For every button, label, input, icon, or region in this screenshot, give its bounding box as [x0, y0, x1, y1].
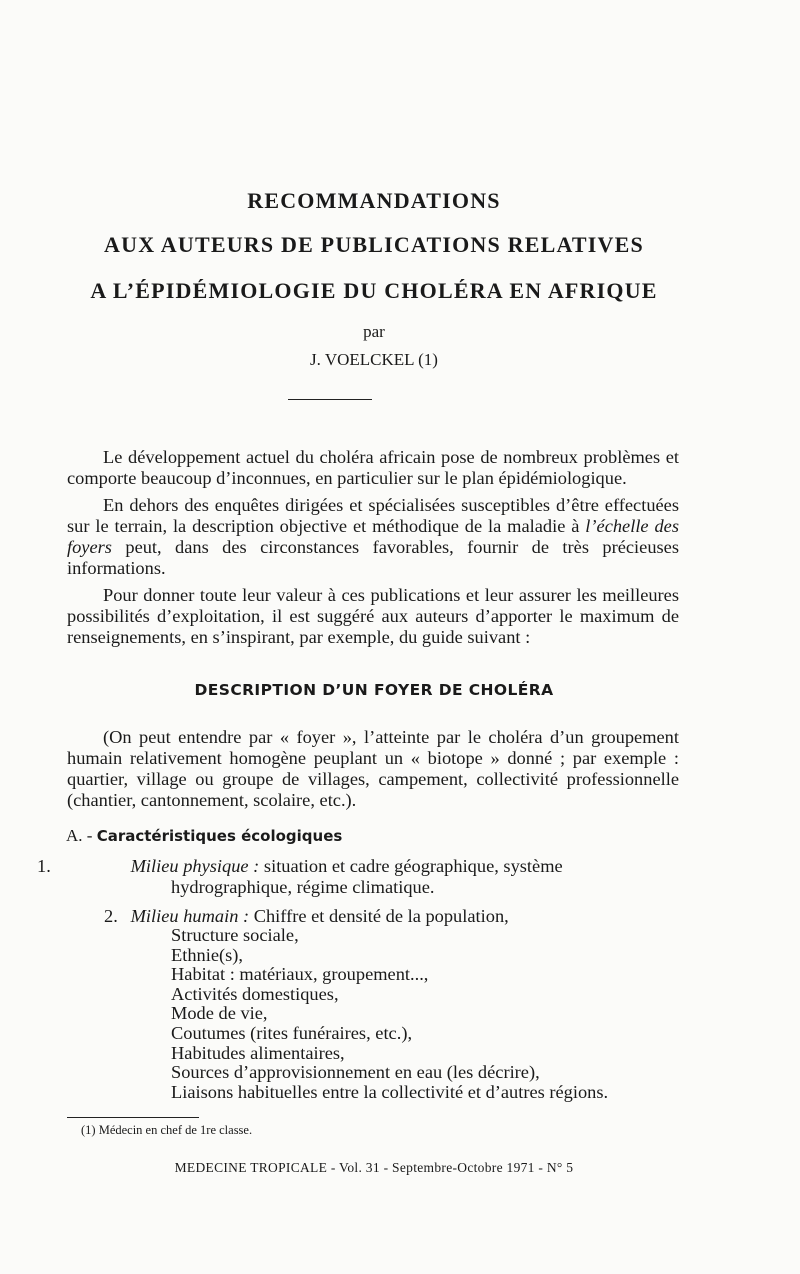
title-divider [288, 399, 372, 400]
footnote: (1) Médecin en chef de 1re classe. [81, 1123, 253, 1137]
intro-p2-italic: l’échelle des foyers [67, 516, 679, 557]
intro-text [67, 447, 679, 654]
list-line: Coutumes (rites funéraires, etc.), [171, 1022, 413, 1043]
list-line: Activités domestiques, [171, 983, 339, 1004]
intro-p2-end: peut, dans des circonstances favorables, fournir de très précieuses informations. [67, 537, 679, 578]
byline-par: par [363, 322, 385, 341]
intro-paragraph-3: Pour donner toute leur valeur à ces publications et leur assurer les meilleures possibilités d’exploitation, il est suggéré aux auteurs d’apporter le maximum de renseignements, en s’inspirant, par exemple, du guide suivant : [67, 585, 679, 647]
list-line: Habitudes alimentaires, [171, 1042, 345, 1063]
title-line-1: RECOMMANDATIONS [247, 188, 501, 213]
author-name: J. VOELCKEL (1) [310, 350, 438, 369]
footnote-divider [67, 1117, 199, 1118]
subsection-heading [66, 826, 342, 846]
list-line: Structure sociale, [171, 925, 299, 945]
list-line: Habitat : matériaux, groupement..., [171, 964, 429, 985]
section-note [67, 727, 679, 811]
journal-footer: MEDECINE TROPICALE - Vol. 31 - Septembre-Octobre 1971 - N° 5 [174, 1160, 574, 1175]
list-item-2-lines [171, 926, 608, 1102]
list-item-1 [37, 856, 684, 898]
section-note-text: (On peut entendre par « foyer », l’atteinte par le choléra d’un groupement humain relativement homogène peuplant un « biotope » donné ; par exemple : quartier, village ou groupe de villages, campement, collectivité professionnelle (chantier, cantonnement, scolaire, etc.). [67, 727, 679, 810]
list-item-1-label: Milieu physique : [130, 856, 260, 876]
list-item-2-number: 2. [104, 906, 118, 926]
subsection-letter: A. - [66, 826, 93, 845]
intro-paragraph-1: Le développement actuel du choléra africain pose de nombreux problèmes et comporte beaucoup d’inconnues, en particulier sur le plan épidémiologique. [67, 447, 679, 488]
list-line: Liaisons habituelles entre la collectivité et d’autres régions. [171, 1081, 609, 1102]
intro-p2-start: En dehors des enquêtes dirigées et spécialisées susceptibles d’être effectuées sur le terrain, la description objective et méthodique de la maladie à [67, 495, 679, 536]
list-line: Mode de vie, [171, 1003, 268, 1024]
subsection-title: Caractéristiques écologiques [96, 827, 343, 845]
list-item-2-label: Milieu humain : [130, 906, 250, 926]
list-item-1-number: 1. [37, 856, 51, 876]
title-line-3: A L’ÉPIDÉMIOLOGIE DU CHOLÉRA EN AFRIQUE [90, 278, 658, 303]
list-line: Sources d’approvisionnement en eau (les décrire), [171, 1062, 540, 1083]
list-item-2 [104, 906, 684, 927]
list-line: Ethnie(s), [171, 944, 244, 965]
list-item-2-first: Chiffre et densité de la population, [253, 906, 509, 926]
section-heading: DESCRIPTION D’UN FOYER DE CHOLÉRA [194, 681, 554, 699]
list-item-1-text: situation et cadre géographique, système hydrographique, régime climatique. [171, 856, 563, 897]
title-line-2: AUX AUTEURS DE PUBLICATIONS RELATIVES [104, 232, 644, 257]
intro-paragraph-2 [67, 495, 679, 579]
